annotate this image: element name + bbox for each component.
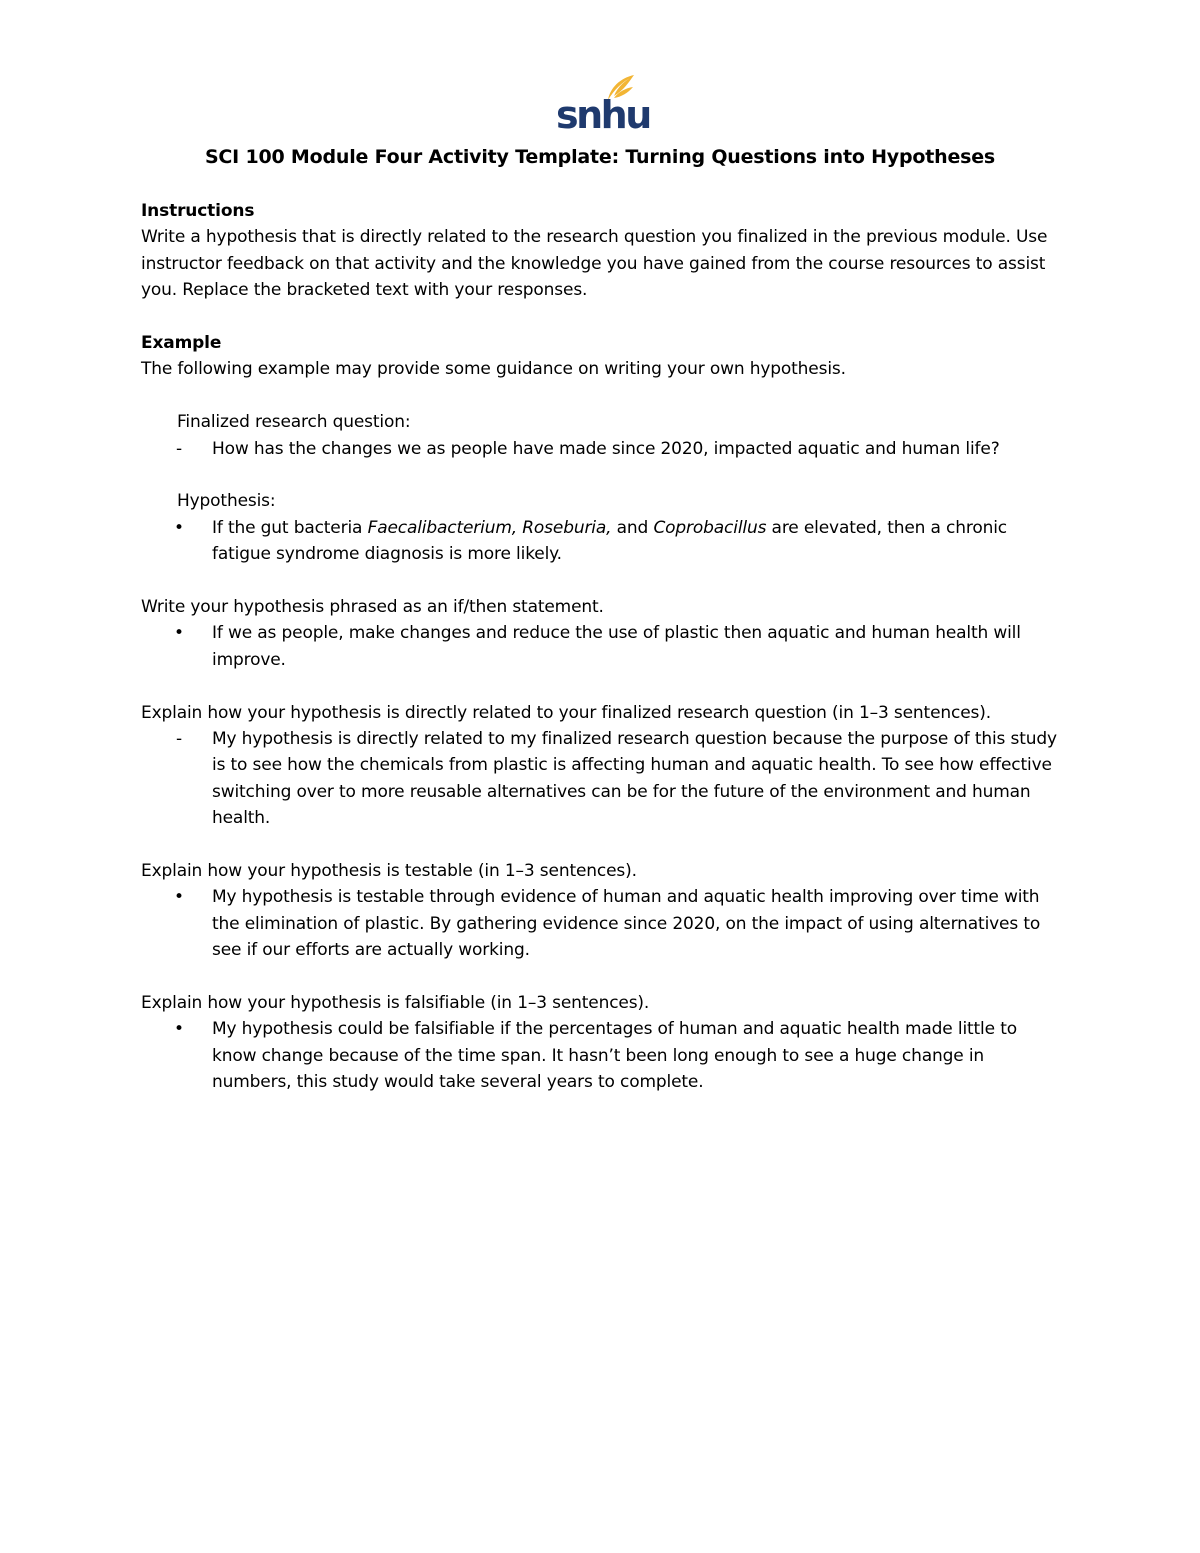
dash-marker: - [176,438,182,459]
snhu-logo-mark [556,74,650,137]
hypothesis-text-part: If the gut bacteria [212,517,368,538]
section-prompt-ifthen: Write your hypothesis phrased as an if/then statement. [141,597,604,618]
section-prompt-testable: Explain how your hypothesis is testable (in 1–3 sentences). [141,861,637,882]
answer-text: My hypothesis could be falsifiable if the percentages of human and aquatic health made little to know change because of the time span. It hasn’t been long enough to see a huge change in numbers, this study would take several years to complete. [212,1019,1017,1093]
section-answer-testable [141,884,1061,963]
hypothesis-text-part: and [611,517,654,538]
snhu-logo [556,74,650,137]
bacteria-names: Faecalibacterium, Roseburia, [367,517,612,538]
section-prompt-falsifiable: Explain how your hypothesis is falsifiable (in 1–3 sentences). [141,993,650,1014]
section-answer-related [141,726,1061,832]
dash-marker: - [176,729,182,750]
spacer [141,383,1061,409]
bullet-marker: • [174,1019,184,1040]
example-hypothesis-text [212,518,1007,564]
spacer [141,832,1061,858]
example-hypothesis-item [141,515,1061,568]
spacer [141,304,1061,330]
example-question-item [141,436,1061,462]
example-heading: Example [141,333,222,354]
spacer [141,568,1061,594]
example-question-label: Finalized research question: [177,412,411,433]
document-title: SCI 100 Module Four Activity Template: Turning Questions into Hypotheses [204,146,996,168]
example-intro: The following example may provide some guidance on writing your own hypothesis. [141,359,846,380]
spacer [141,462,1061,488]
hypothesis-text-part: are elevated, then a chronic fatigue syndrome diagnosis is more likely. [212,517,1007,565]
example-hypothesis-label: Hypothesis: [177,491,276,512]
bullet-marker: • [174,517,184,538]
answer-text: My hypothesis is testable through evidence of human and aquatic health improving over time with the elimination of plastic. By gathering evidence since 2020, on the impact of using alternatives to see if our efforts are actually working. [212,887,1041,961]
logo-wordmark: snhu [556,93,650,137]
example-question-text: How has the changes we as people have made since 2020, impacted aquatic and human life? [212,438,1000,459]
section-answer-ifthen [141,620,1061,673]
bacteria-name: Coprobacillus [653,517,767,538]
document-body [141,198,1061,1096]
instructions-text: Write a hypothesis that is directly related to the research question you finalized in the previous module. Use instructor feedback on that activity and the knowledge you have gained from the course resources to assist you. Replace the bracketed text with your responses. [141,227,1048,301]
answer-text: My hypothesis is directly related to my finalized research question because the purpose of this study is to see how the chemicals from plastic is affecting human and aquatic health. To see how effective switching over to more reusable alternatives can be for the future of the environment and human health. [212,729,1057,829]
section-answer-falsifiable [141,1016,1061,1095]
spacer [141,964,1061,990]
section-prompt-related: Explain how your hypothesis is directly related to your finalized research question (in 1–3 sentences). [141,702,991,723]
spacer [141,673,1061,699]
bullet-marker: • [174,887,184,908]
answer-text: If we as people, make changes and reduce the use of plastic then aquatic and human health will improve. [212,623,1021,670]
instructions-heading: Instructions [141,201,255,221]
bullet-marker: • [174,623,184,644]
